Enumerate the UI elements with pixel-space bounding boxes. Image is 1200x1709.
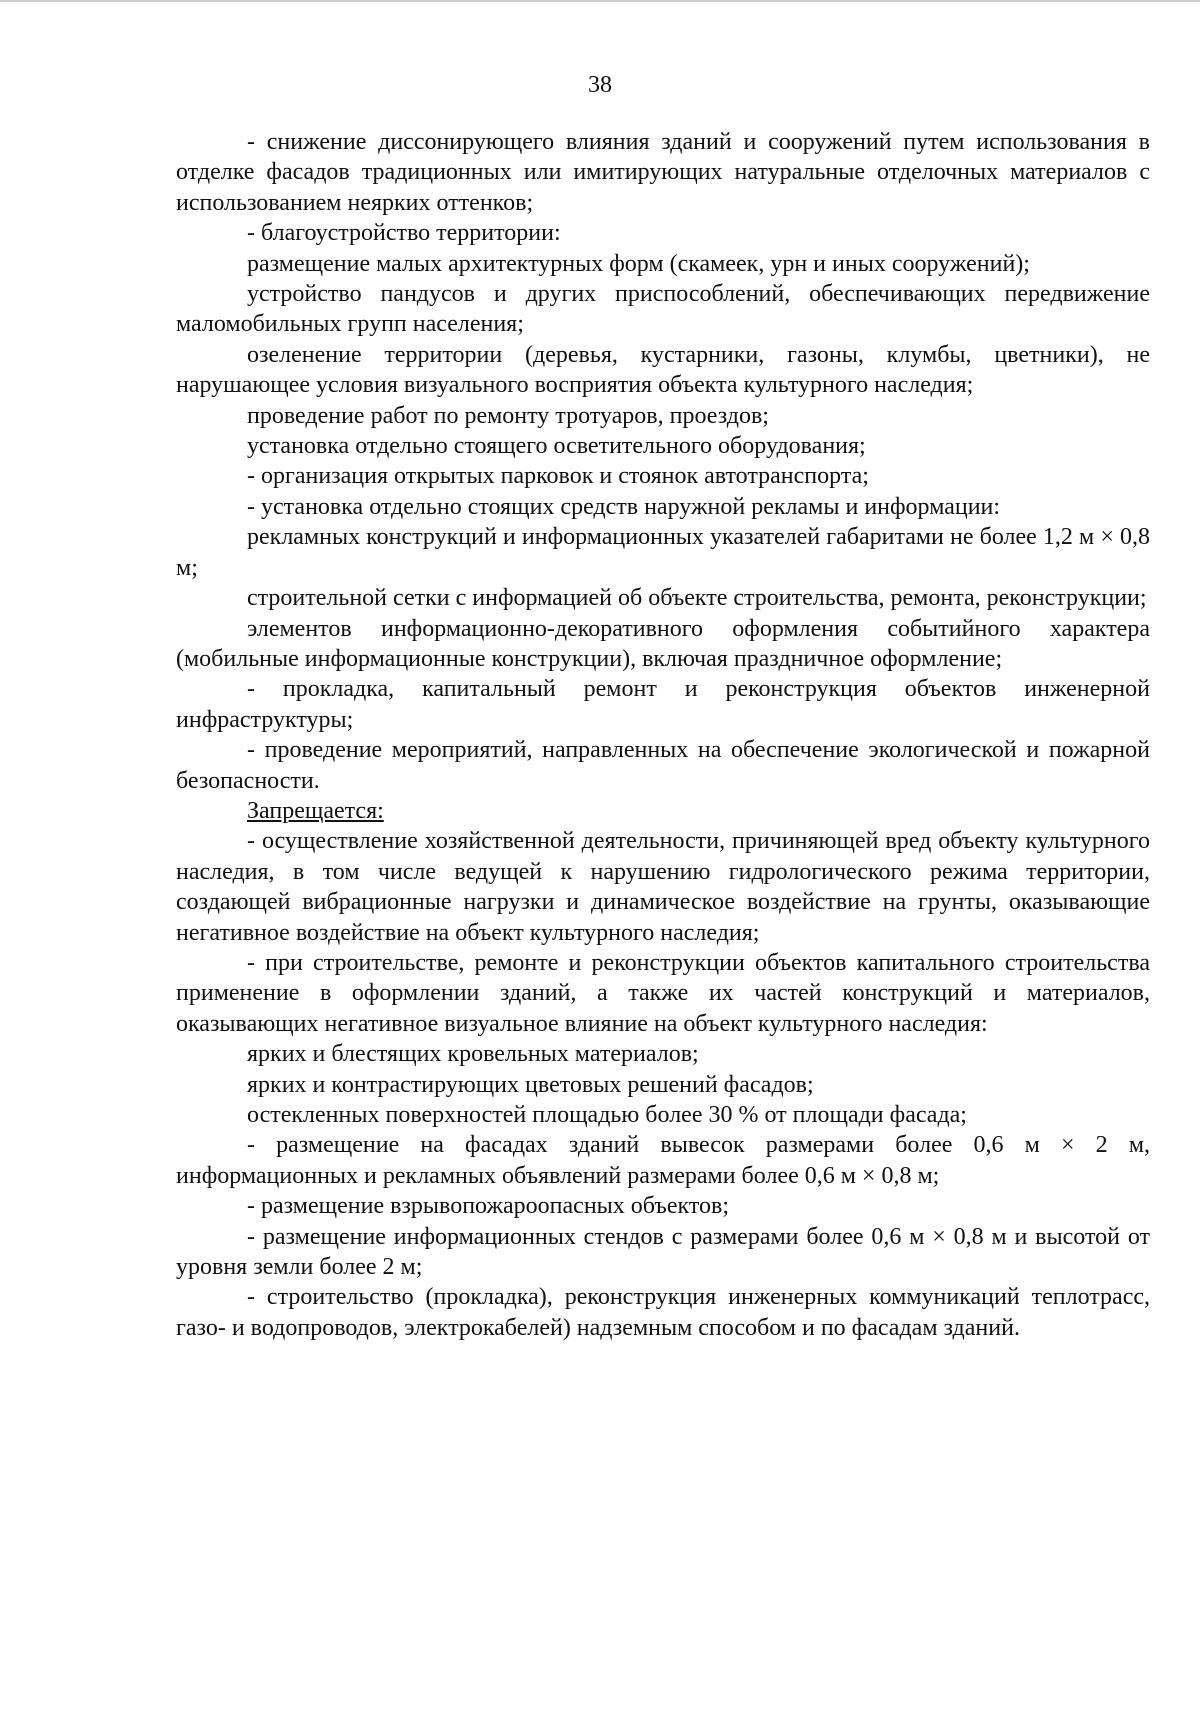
paragraph: - строительство (прокладка), реконструкция инженерных коммуникаций теплотрасс, газо- и водопроводов, электрокабелей) надземным способом и по фасадам зданий. (176, 1284, 1150, 1341)
paragraph: проведение работ по ремонту тротуаров, проездов; (247, 402, 769, 429)
paragraph: - благоустройство территории: (247, 220, 561, 247)
paragraph: размещение малых архитектурных форм (скамеек, урн и иных сооружений); (247, 250, 1030, 277)
paragraph: - установка отдельно стоящих средств наружной рекламы и информации: (247, 493, 1001, 520)
paragraph: - при строительстве, ремонте и реконструкции объектов капитального строительства применение в оформлении зданий, а также их частей конструкций и материалов, оказывающих негативное визуальное влияние на объект культурного наследия: (176, 949, 1150, 1037)
section-heading-prohibited (176, 796, 1150, 826)
paragraph: - осуществление хозяйственной деятельности, причиняющей вред объекту культурного наследия, в том числе ведущей к нарушению гидрологического режима территории, создающей вибрационные нагрузки и динамическое воздействие на грунты, оказывающие негативное воздействие на объект культурного наследия; (176, 828, 1150, 946)
paragraph: - проведение мероприятий, направленных на обеспечение экологической и пожарной безопасности. (176, 737, 1150, 794)
scan-edge (0, 0, 1200, 2)
paragraph: ярких и блестящих кровельных материалов; (247, 1041, 699, 1068)
paragraph: - организация открытых парковок и стоянок автотранспорта; (247, 463, 869, 490)
paragraph: ярких и контрастирующих цветовых решений фасадов; (247, 1071, 814, 1098)
document-body (176, 127, 1150, 1343)
paragraph: остекленных поверхностей площадью более 30 % от площади фасада; (247, 1102, 967, 1128)
paragraph: элементов информационно-декоративного оформления событийного характера (мобильные информационные конструкции), включая праздничное оформление; (176, 615, 1150, 672)
paragraph: - снижение диссонирующего влияния зданий и сооружений путем использования в отделке фасадов традиционных или имитирующих натуральные отделочных материалов с использованием неярких оттенков; (176, 129, 1150, 216)
underlined-heading-text: Запрещается: (247, 797, 384, 824)
paragraph: озеленение территории (деревья, кустарники, газоны, клумбы, цветники), не нарушающее условия визуального восприятия объекта культурного наследия; (176, 341, 1150, 399)
paragraph: установка отдельно стоящего осветительного оборудования; (247, 433, 866, 460)
paragraph: рекламных конструкций и информационных указателей габаритами не более 1,2 м × 0,8 м; (176, 524, 1150, 581)
page-number: 38 (588, 72, 612, 98)
paragraph: - размещение взрывопожароопасных объектов; (247, 1193, 729, 1220)
paragraph: устройство пандусов и других приспособлений, обеспечивающих передвижение маломобильных групп населения; (176, 281, 1150, 338)
paragraph: - прокладка, капитальный ремонт и реконструкция объектов инженерной инфраструктуры; (176, 676, 1150, 733)
paragraph: строительной сетки с информацией об объекте строительства, ремонта, реконструкции; (247, 585, 1147, 612)
paragraph: - размещение информационных стендов с размерами более 0,6 м × 0,8 м и высотой от уровня земли более 2 м; (176, 1223, 1150, 1281)
paragraph: - размещение на фасадах зданий вывесок размерами более 0,6 м × 2 м, информационных и рекламных объявлений размерами более 0,6 м × 0,8 м; (176, 1132, 1150, 1189)
